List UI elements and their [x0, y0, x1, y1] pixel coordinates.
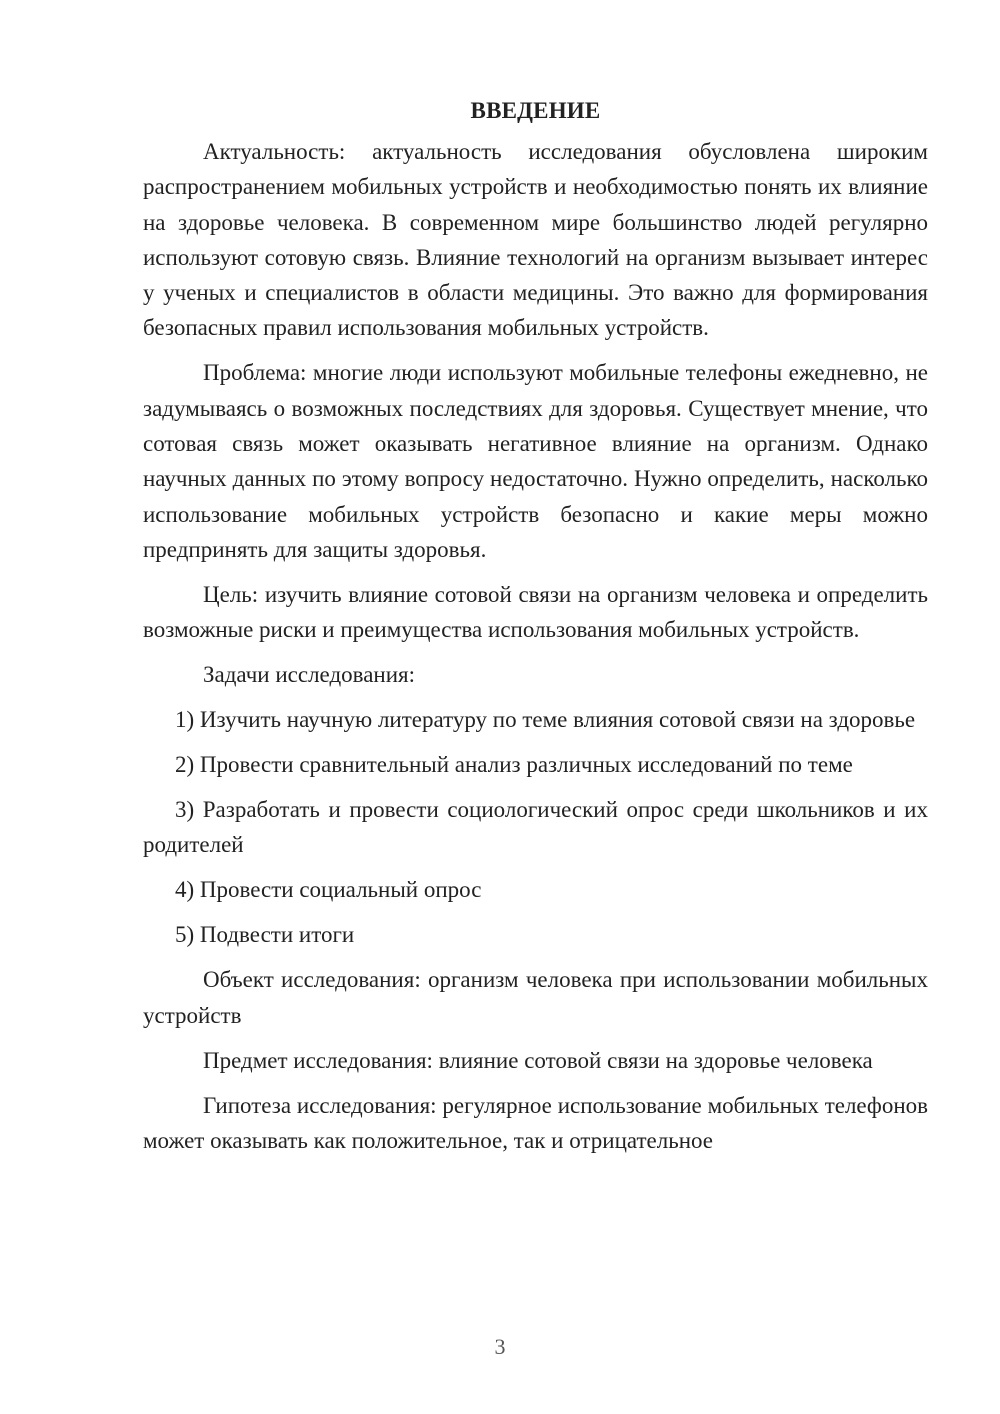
tasks-heading: Задачи исследования:	[203, 662, 416, 688]
task-item: 3) Разработать и провести социологический опрос среди школьников и их родителей	[143, 797, 928, 858]
goal-paragraph: Цель: изучить влияние сотовой связи на организм человека и определить возможные риски и преимущества использования мобильных устройств.	[143, 581, 928, 643]
task-item: 2) Провести сравнительный анализ различных исследований по теме	[175, 752, 853, 778]
subject-paragraph: Предмет исследования: влияние сотовой связи на здоровье человека	[203, 1047, 873, 1073]
task-item: 5) Подвести итоги	[175, 922, 355, 948]
section-title: ВВЕДЕНИЕ	[470, 98, 601, 123]
document-page	[143, 96, 928, 1168]
object-paragraph: Объект исследования: организм человека при использовании мобильных устройств	[143, 967, 928, 1028]
problem-paragraph: Проблема: многие люди используют мобильные телефоны ежедневно, не задумываясь о возможных последствиях для здоровья. Существует мнение, что сотовая связь может оказывать негативное влияние на организм. Однако научных данных по этому вопросу недостаточно. Нужно определить, насколько использование мобильных устройств безопасно и какие меры можно предпринять для защиты здоровья.	[143, 360, 928, 562]
relevance-paragraph: Актуальность: актуальность исследования обусловлена широким распространением мобильных устройств и необходимостью понять их влияние на здоровье человека. В современном мире большинство людей регулярно используют сотовую связь. Влияние технологий на организм вызывает интерес у ученых и специалистов в области медицины. Это важно для формирования безопасных правил использования мобильных устройств.	[143, 139, 928, 341]
hypothesis-paragraph: Гипотеза исследования: регулярное использование мобильных телефонов может оказывать как положительное, так и отрицательное	[143, 1092, 928, 1153]
page-number: 3	[494, 1334, 506, 1359]
task-item: 1) Изучить научную литературу по теме влияния сотовой связи на здоровье	[175, 707, 916, 733]
task-item: 4) Провести социальный опрос	[175, 877, 482, 903]
